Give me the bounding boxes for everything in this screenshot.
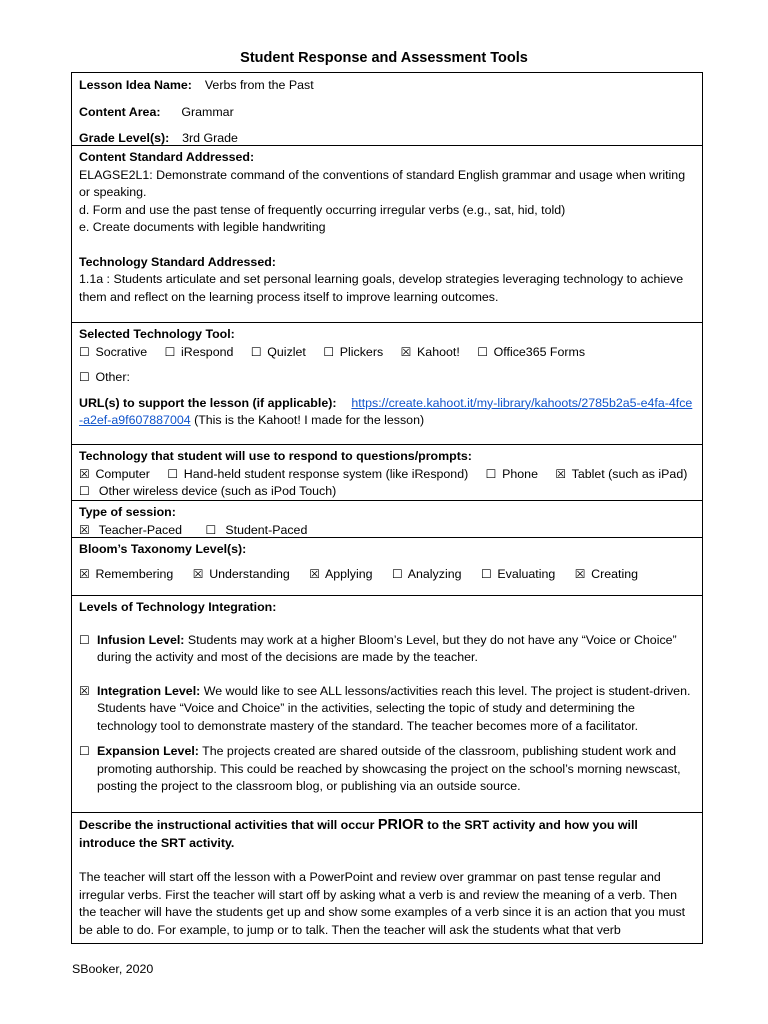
- checked-checkbox-icon: ☒: [79, 466, 90, 481]
- checked-checkbox-icon: ☒: [79, 683, 90, 698]
- activities-body: The teacher will start off the lesson with a PowerPoint and review over grammar on past tense regular and irregular verbs. First the teacher will start off by asking what a verb is and review the meaning of a verb. Then the teacher will have the students get up and show some examples of a verb since it is an action that you must be able to do. For example, to jump or to talk. Then the teacher will ask the students what that verb: [79, 870, 686, 937]
- checked-checkbox-icon: ☒: [79, 522, 90, 537]
- content-area-value: Grammar: [181, 104, 234, 119]
- lesson-name-value: Verbs from the Past: [204, 78, 314, 92]
- tech-standard-heading: Technology Standard Addressed:: [79, 254, 276, 269]
- checkbox-icon: ☐: [79, 484, 90, 498]
- activities-cell: [72, 813, 702, 943]
- content-standard-text: ELAGSE2L1: Demonstrate command of the conventions of standard English grammar and usage when writing or speaking.: [79, 167, 686, 199]
- checkbox-icon: ☐: [79, 370, 90, 384]
- checkbox-icon: ☐: [79, 344, 90, 359]
- tool-option-office365[interactable]: ☐ Office365 Forms: [477, 344, 585, 362]
- kahoot-link[interactable]: https://create.kahoot.it/my-library/kahoots/2785b2a5-e4fa-4fce-a2ef-a9f607887004: [79, 395, 693, 427]
- grade-level-label: Grade Level(s):: [79, 131, 170, 145]
- bloom-option-creating[interactable]: ☒ Creating: [575, 566, 638, 584]
- tool-option-other[interactable]: ☐ Other:: [79, 369, 695, 387]
- bloom-heading: Bloom’s Taxonomy Level(s):: [79, 542, 247, 556]
- level-expansion[interactable]: ☐ Expansion Level: The projects created are shared outside of the classroom, publishing student work and promoting authorship. This could be reached by showcasing the project on the school’s morning newscast, posting the project to the classroom blog, or publishing via an outside source.: [79, 743, 695, 796]
- checkbox-icon: ☐: [391, 566, 403, 581]
- url-label: URL(s) to support the lesson (if applicable):: [79, 395, 337, 410]
- integration-cell: [72, 596, 702, 813]
- prior-emphasis: PRIOR: [377, 817, 424, 833]
- checkbox-icon: ☐: [79, 744, 90, 758]
- tool-option-socrative[interactable]: ☐ Socrative: [79, 344, 147, 362]
- checkbox-icon: ☐: [323, 344, 335, 359]
- lesson-info-cell: [72, 73, 702, 146]
- checked-checkbox-icon: ☒: [555, 466, 567, 481]
- device-option-computer[interactable]: ☒ Computer: [79, 466, 150, 484]
- device-option-phone[interactable]: ☐ Phone: [486, 466, 538, 484]
- tool-option-quizlet[interactable]: ☐ Quizlet: [251, 344, 306, 362]
- session-option-student-paced[interactable]: ☐ Student-Paced: [205, 522, 307, 539]
- checked-checkbox-icon: ☒: [574, 566, 586, 581]
- bloom-option-applying[interactable]: ☒ Applying: [309, 566, 372, 584]
- tool-option-irespond[interactable]: ☐ iRespond: [165, 344, 234, 362]
- bloom-cell: [72, 538, 702, 596]
- tool-option-kahoot[interactable]: ☒ Kahoot!: [401, 344, 460, 362]
- checked-checkbox-icon: ☒: [79, 566, 90, 581]
- checkbox-icon: ☐: [250, 344, 262, 359]
- checkbox-icon: ☐: [205, 522, 217, 537]
- standards-cell: [72, 146, 702, 323]
- checkbox-icon: ☐: [485, 466, 497, 481]
- tech-standard-text: 1.1a : Students articulate and set personal learning goals, develop strategies leveraging technology to achieve them and reflect on the learning process itself to improve learning outcomes.: [79, 272, 684, 304]
- grade-level-value: 3rd Grade: [182, 131, 238, 145]
- device-option-handheld[interactable]: ☐ Hand-held student response system (like iRespond): [167, 466, 468, 484]
- url-note: (This is the Kahoot! I made for the lesson): [190, 413, 425, 427]
- content-standard-heading: Content Standard Addressed:: [79, 150, 255, 164]
- checkbox-icon: ☐: [164, 344, 176, 359]
- checkbox-icon: ☐: [480, 566, 492, 581]
- checkbox-icon: ☐: [167, 466, 179, 481]
- content-area-label: Content Area:: [79, 104, 161, 119]
- level-integration[interactable]: ☒ Integration Level: We would like to see ALL lessons/activities reach this level. The project is student-driven. Students have “Voice and Choice” in the activities, selecting the topic of study and determining the technology tool to demonstrate mastery of the standard. The teacher becomes more of a facilitator.: [79, 683, 695, 736]
- bloom-option-remembering[interactable]: ☒ Remembering: [79, 566, 173, 584]
- checkbox-icon: ☐: [477, 344, 488, 359]
- content-standard-e: e. Create documents with legible handwriting: [79, 220, 326, 234]
- checked-checkbox-icon: ☒: [192, 566, 204, 581]
- activities-prompt: Describe the instructional activities that will occur PRIOR to the SRT activity and how you will introduce the SRT activity.: [79, 817, 638, 850]
- bloom-option-analyzing[interactable]: ☐ Analyzing: [392, 566, 462, 584]
- session-option-teacher-paced[interactable]: ☒ Teacher-Paced: [79, 522, 182, 539]
- bloom-option-understanding[interactable]: ☒ Understanding: [193, 566, 290, 584]
- page-title: Student Response and Assessment Tools: [240, 50, 528, 66]
- assessment-table: [71, 72, 703, 944]
- integration-heading: Levels of Technology Integration:: [79, 600, 277, 614]
- device-option-tablet[interactable]: ☒ Tablet (such as iPad): [555, 466, 687, 484]
- devices-cell: [72, 445, 702, 501]
- bloom-option-evaluating[interactable]: ☐ Evaluating: [481, 566, 555, 584]
- level-infusion[interactable]: ☐ Infusion Level: Students may work at a higher Bloom’s Level, but they do not have any “Voice or Choice” during the activity and most of the decisions are made by the teacher.: [79, 632, 695, 667]
- footer-author: SBooker, 2020: [72, 962, 154, 976]
- checkbox-icon: ☐: [79, 632, 90, 647]
- lesson-name-label: Lesson Idea Name:: [79, 78, 192, 92]
- session-cell: [72, 501, 702, 538]
- tech-tool-cell: [72, 323, 702, 445]
- tech-tool-heading: Selected Technology Tool:: [79, 327, 235, 341]
- tool-option-plickers[interactable]: ☐ Plickers: [323, 344, 383, 362]
- checked-checkbox-icon: ☒: [400, 344, 412, 359]
- devices-heading: Technology that student will use to respond to questions/prompts:: [79, 449, 472, 463]
- session-heading: Type of session:: [79, 505, 176, 519]
- device-option-other[interactable]: ☐ Other wireless device (such as iPod Touch): [79, 483, 695, 501]
- checked-checkbox-icon: ☒: [309, 566, 320, 581]
- content-standard-d: d. Form and use the past tense of frequently occurring irregular verbs (e.g., sat, hid, told): [79, 202, 566, 217]
